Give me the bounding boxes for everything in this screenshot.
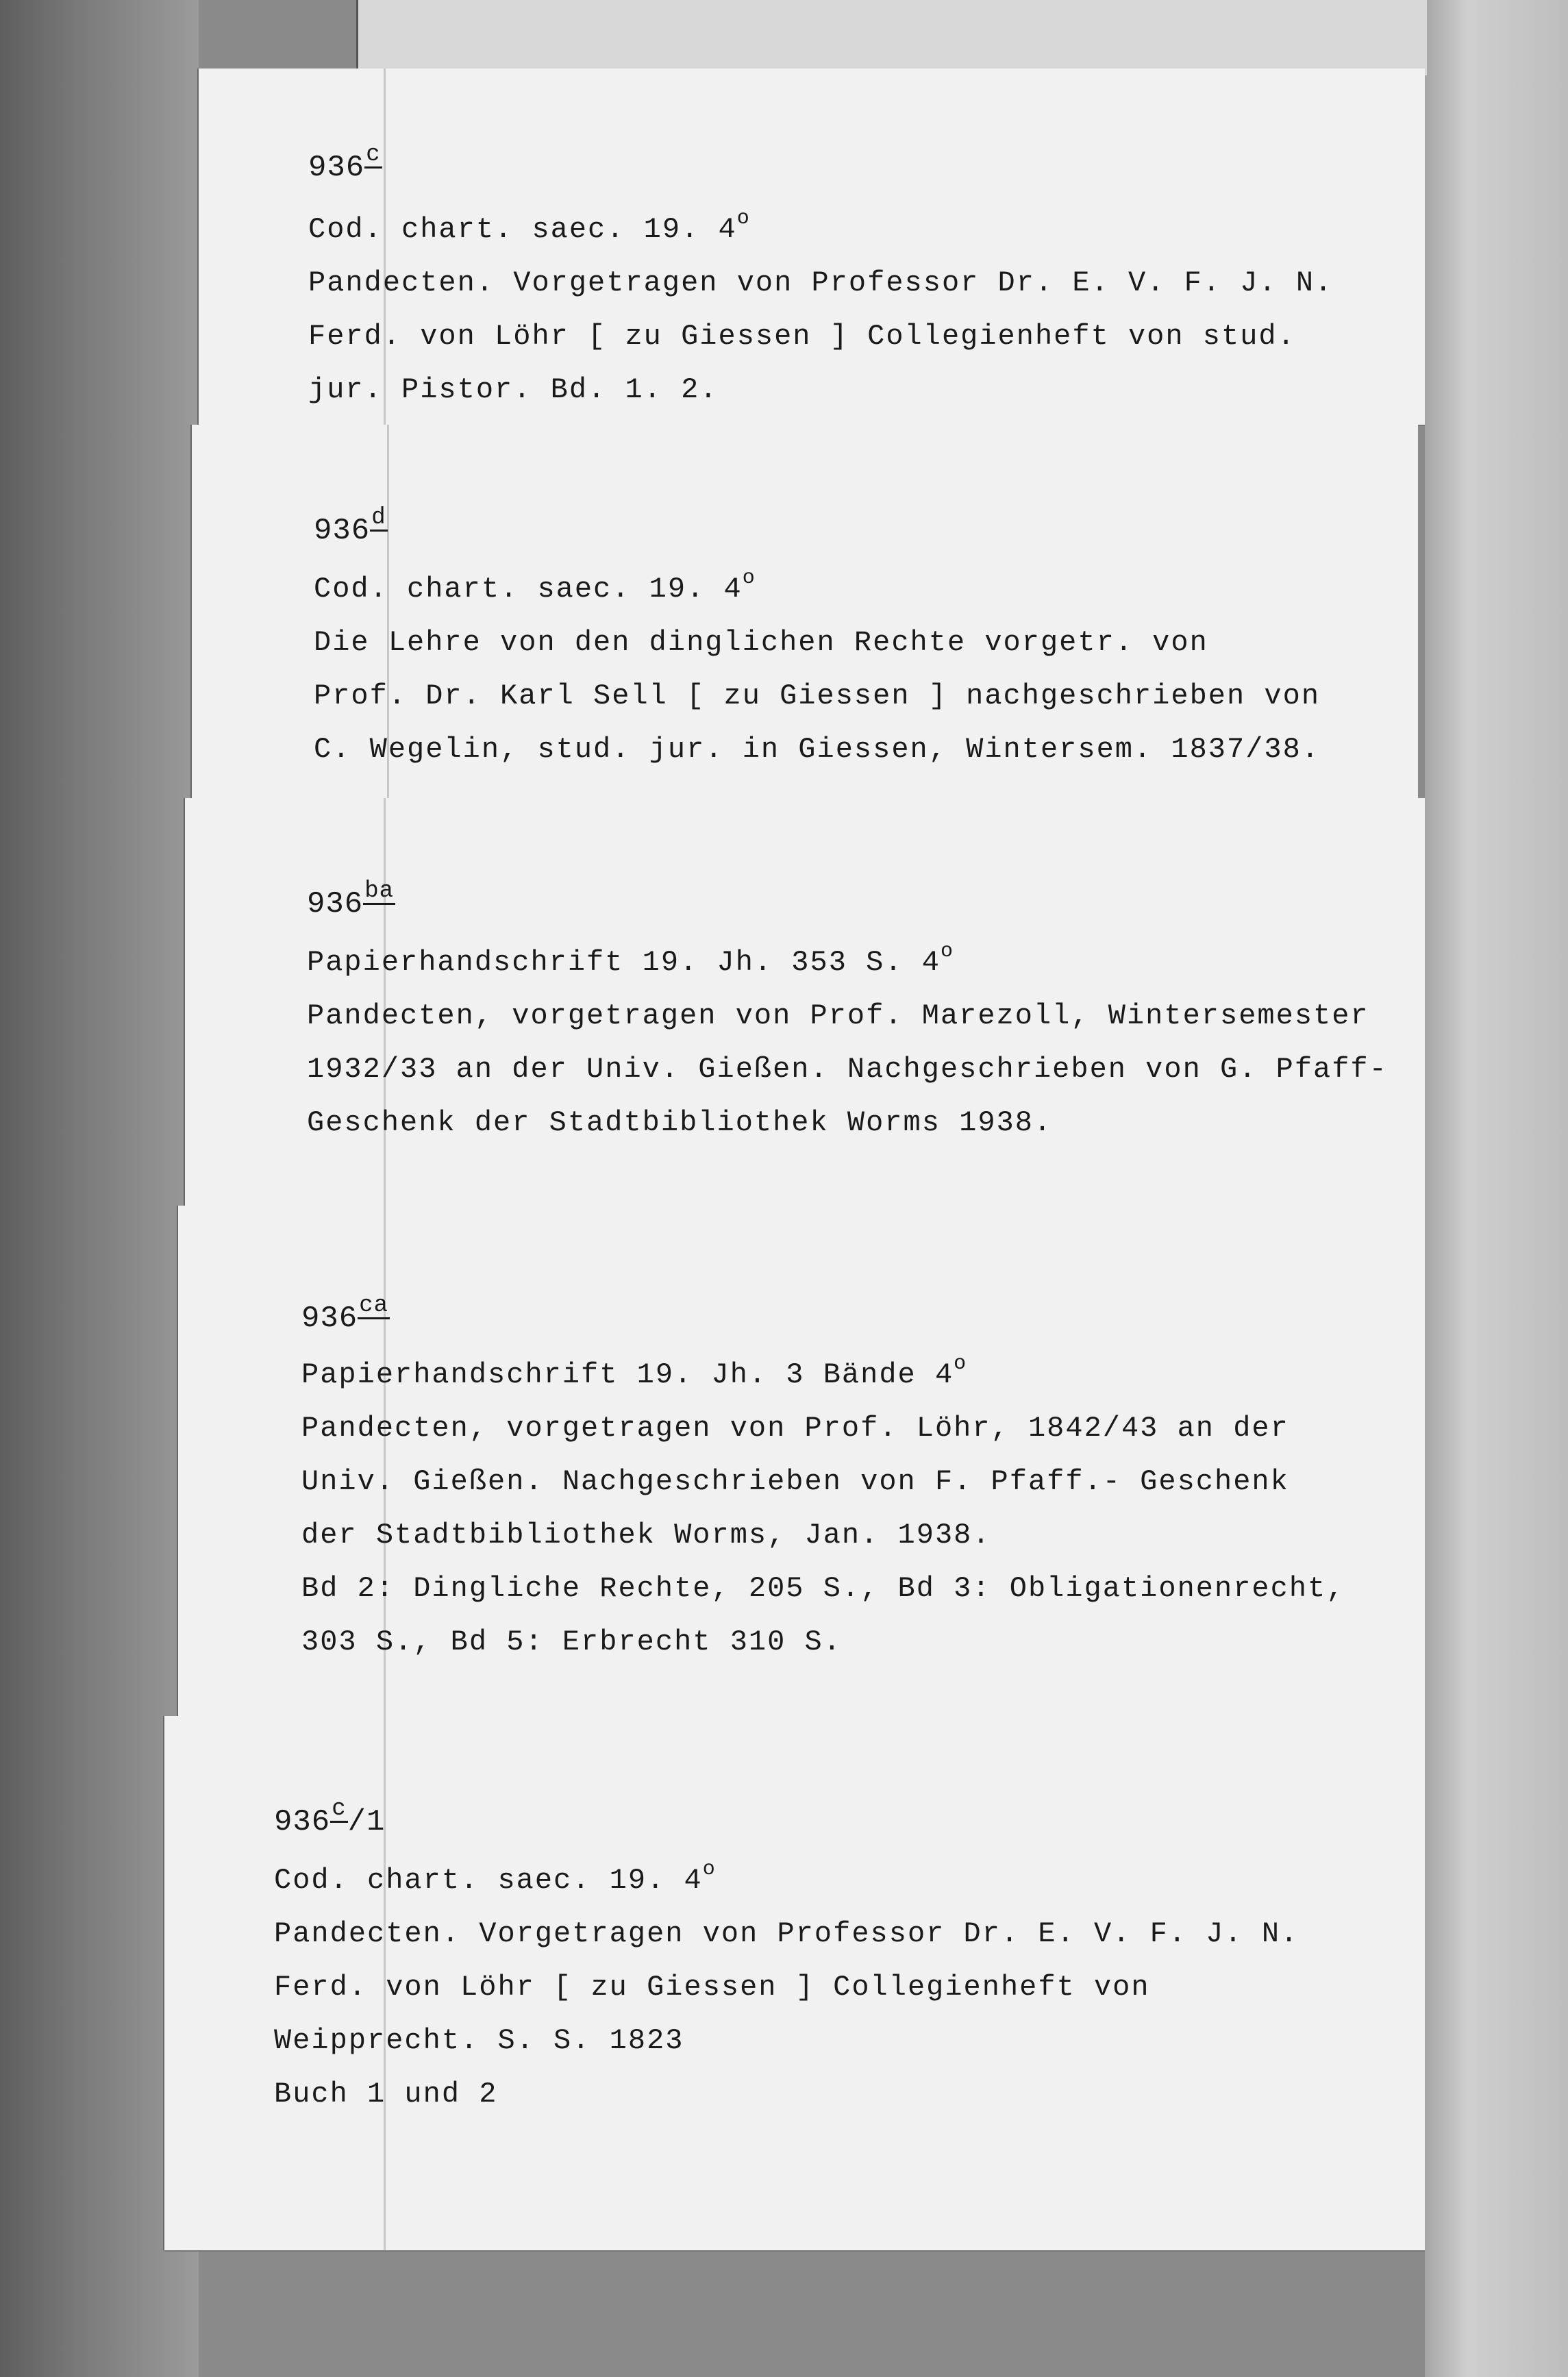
card-line: der Stadtbibliothek Worms, Jan. 1938. [301, 1519, 991, 1552]
card-line: Ferd. von Löhr [ zu Giessen ] Collegienheft von stud. [308, 320, 1296, 353]
card-line: Univ. Gießen. Nachgeschrieben von F. Pfaff.- Geschenk [301, 1465, 1289, 1498]
card-line: 303 S., Bd 5: Erbrecht 310 S. [301, 1626, 842, 1658]
shelfmark-suffix: ba [364, 878, 395, 904]
catalog-card-1 [199, 69, 1425, 425]
catalog-card-2 [192, 425, 1418, 801]
background-right-edge [1425, 0, 1568, 2377]
card-line: Ferd. von Löhr [ zu Giessen ] Collegienheft von [274, 1971, 1150, 2004]
shelfmark [307, 878, 395, 921]
shelfmark [314, 505, 388, 548]
shelfmark-number: 936 [274, 1805, 331, 1839]
card-line: Cod. chart. saec. 19. 4$^o$ [314, 567, 756, 606]
shelfmark-number: 936 [307, 887, 364, 921]
shelfmark-suffix: ca [359, 1293, 389, 1319]
catalog-card-4 [178, 1206, 1425, 1719]
degree-sign: o [954, 1352, 968, 1376]
shelfmark-number: 936 [308, 151, 365, 185]
card-line: Buch 1 und 2 [274, 2078, 498, 2111]
degree-sign: o [702, 1858, 717, 1881]
card-line: Pandecten, vorgetragen von Prof. Löhr, 1842/43 an der [301, 1412, 1289, 1445]
degree-sign: o [736, 207, 751, 230]
shelfmark [308, 142, 382, 185]
shelfmark-number: 936 [314, 514, 371, 548]
catalog-card-5 [164, 1716, 1425, 2250]
card-line: C. Wegelin, stud. jur. in Giessen, Wintersem. 1837/38. [314, 733, 1321, 766]
catalog-card-3 [185, 798, 1425, 1209]
shelfmark-tail: /1 [347, 1805, 386, 1839]
card-line: Die Lehre von den dinglichen Rechte vorgetr. von [314, 626, 1208, 659]
card-line: jur. Pistor. Bd. 1. 2. [308, 373, 719, 406]
card-line: Weipprecht. S. S. 1823 [274, 2024, 684, 2057]
shelfmark-suffix: c [332, 1796, 347, 1822]
back-card-edge [356, 0, 1427, 75]
card-line: Prof. Dr. Karl Sell [ zu Giessen ] nachgeschrieben von [314, 680, 1321, 712]
card-line: Cod. chart. saec. 19. 4$^o$ [274, 1858, 717, 1897]
shelfmark [301, 1293, 390, 1336]
card-line: Pandecten. Vorgetragen von Professor Dr. E. V. F. J. N. [274, 1917, 1299, 1950]
card-line: Pandecten, vorgetragen von Prof. Marezoll, Wintersemester [307, 999, 1369, 1032]
card-line: Bd 2: Dingliche Rechte, 205 S., Bd 3: Obligationenrecht, [301, 1572, 1345, 1605]
card-line: Geschenk der Stadtbibliothek Worms 1938. [307, 1106, 1053, 1139]
degree-sign: o [742, 567, 756, 590]
card-line: Pandecten. Vorgetragen von Professor Dr. E. V. F. J. N. [308, 266, 1334, 299]
shelfmark-suffix: c [366, 142, 381, 168]
shelfmark-number: 936 [301, 1302, 358, 1336]
card-line: Cod. chart. saec. 19. 4$^o$ [308, 207, 751, 246]
card-line: 1932/33 an der Univ. Gießen. Nachgeschrieben von G. Pfaff- [307, 1053, 1388, 1086]
degree-sign: o [940, 940, 954, 963]
shelfmark [274, 1796, 386, 1839]
card-line: Papierhandschrift 19. Jh. 3 Bände 4$^o$ [301, 1352, 968, 1391]
card-line: Papierhandschrift 19. Jh. 353 S. 4$^o$ [307, 940, 954, 979]
shelfmark-suffix: d [371, 505, 386, 531]
